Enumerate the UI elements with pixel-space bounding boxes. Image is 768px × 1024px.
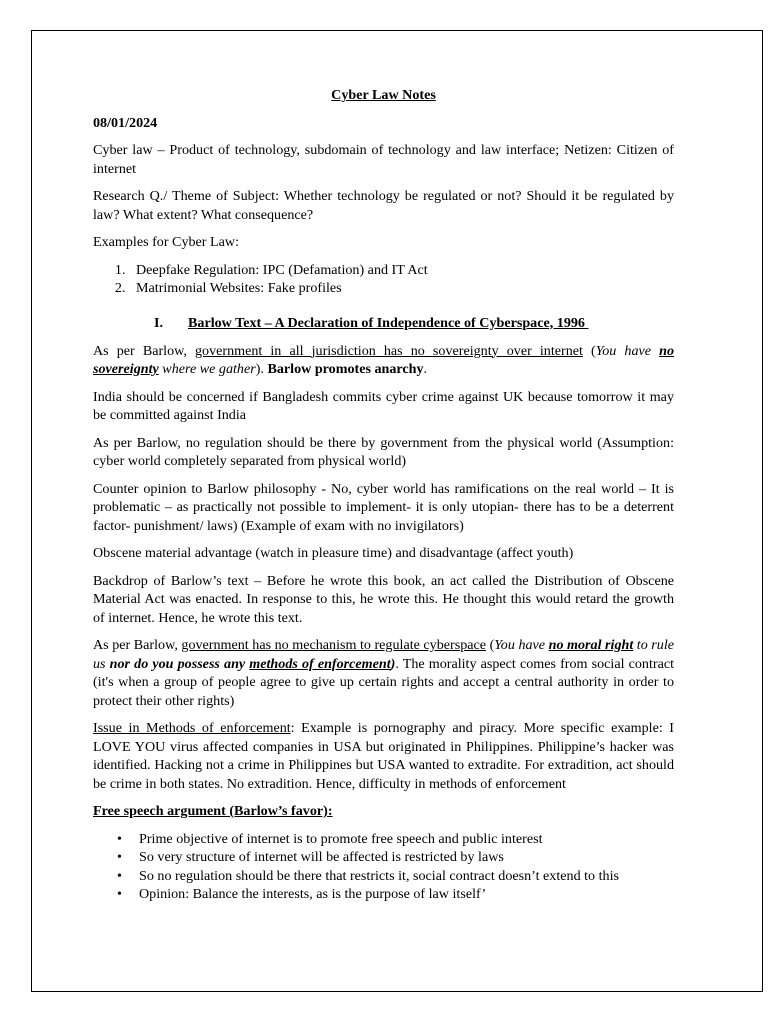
- list-item: • So no regulation should be there that restricts it, social contract doesn’t extend to this: [139, 867, 674, 886]
- list-item: • Opinion: Balance the interests, as is the purpose of law itself’: [139, 885, 674, 904]
- paragraph-cyber-law-definition: Cyber law – Product of technology, subdomain of technology and law interface; Netizen: Citizen of internet: [93, 142, 674, 177]
- paragraph-enforcement-issue: [93, 719, 674, 793]
- document-body: [93, 86, 674, 904]
- bold-text: Barlow promotes anarchy: [267, 361, 424, 377]
- free-speech-list: [93, 830, 674, 904]
- italic-text: You have: [494, 637, 549, 653]
- text-run: (: [486, 637, 495, 653]
- text-run: (: [582, 342, 596, 359]
- list-item-text: Matrimonial Websites: Fake profiles: [136, 280, 342, 296]
- list-item-text: Deepfake Regulation: IPC (Defamation) and IT Act: [136, 261, 428, 278]
- paragraph-barlow-sovereignty: [93, 342, 674, 379]
- paragraph-no-regulation: As per Barlow, no regulation should be there by government from the physical world (Assumption: cyber world completely separated from physical world): [93, 434, 674, 469]
- paragraph-counter-opinion: Counter opinion to Barlow philosophy - No, cyber world has ramifications on the real world – It is problematic – as practically not possible to implement- it is only utopian- there has to be a deterrent factor- punishment/ laws) (Example of exam with no invigilators): [93, 480, 674, 534]
- text-run: .: [423, 361, 428, 377]
- text-run: As per Barlow,: [93, 637, 182, 653]
- emphasis-text: no moral right: [548, 637, 634, 653]
- section-title: Barlow Text – A Declaration of Independence of Cyberspace, 1996: [188, 314, 589, 331]
- list-item: • Prime objective of internet is to promote free speech and public interest: [139, 830, 674, 849]
- section-number: I.: [154, 314, 164, 331]
- text-run: . The morality aspect comes from social contract (it's when a group of people agree to give up certain rights and accept a central authority in order to protect their other rights): [93, 655, 674, 709]
- bold-italic-text: nor do you possess any: [109, 655, 250, 672]
- paragraph-no-mechanism: [93, 636, 674, 710]
- underlined-text: government in all jurisdiction has no sovereignty over internet: [195, 342, 583, 359]
- paragraph-india-concern: India should be concerned if Bangladesh commits cyber crime against UK because tomorrow it may be committed against India: [93, 388, 674, 423]
- italic-text: You have: [595, 342, 660, 359]
- underlined-text: Issue in Methods of enforcement: [93, 720, 291, 736]
- examples-list: [93, 261, 674, 298]
- paragraph-obscene-material: Obscene material advantage (watch in pleasure time) and disadvantage (affect youth): [93, 545, 574, 561]
- emphasis-text: methods of enforcement: [249, 655, 391, 672]
- list-item: [129, 279, 674, 298]
- paragraph-research-question: Research Q./ Theme of Subject: Whether technology be regulated or not? Should it be regulated by law? What extent? What consequence?: [93, 188, 674, 223]
- italic-text: to rule us: [93, 637, 675, 672]
- underlined-text: government has no mechanism to regulate cyberspace: [181, 637, 487, 653]
- section-heading: [93, 314, 674, 333]
- emphasis-text: no sovereignty: [93, 342, 675, 377]
- document-title: Cyber Law Notes: [331, 87, 436, 103]
- paragraph-backdrop: Backdrop of Barlow’s text – Before he wrote this book, an act called the Distribution of Obscene Material Act was enacted. In response to this, he wrote this. He thought this would retard the growth of internet. Hence, he wrote this text.: [93, 572, 674, 626]
- text-run: As per Barlow,: [93, 342, 195, 359]
- subheading-free-speech: Free speech argument (Barlow’s favor):: [93, 803, 333, 819]
- bold-italic-text: ): [390, 655, 396, 672]
- examples-label: Examples for Cyber Law:: [93, 234, 239, 250]
- text-run: ).: [255, 361, 268, 377]
- italic-text: where we gather: [158, 361, 256, 377]
- text-run: : Example is pornography and piracy. More specific example: I LOVE YOU virus affected companies in USA but originated in Philippines. Philippine’s hacker was identified. Hacking not a crime in Philippines but USA wanted to extradite. For extradition, act should be crime in both states. No extradition. Hence, difficulty in methods of enforcement: [93, 720, 674, 792]
- list-item: • So very structure of internet will be affected is restricted by laws: [139, 848, 674, 867]
- document-date: 08/01/2024: [93, 114, 158, 131]
- list-item: [129, 261, 674, 280]
